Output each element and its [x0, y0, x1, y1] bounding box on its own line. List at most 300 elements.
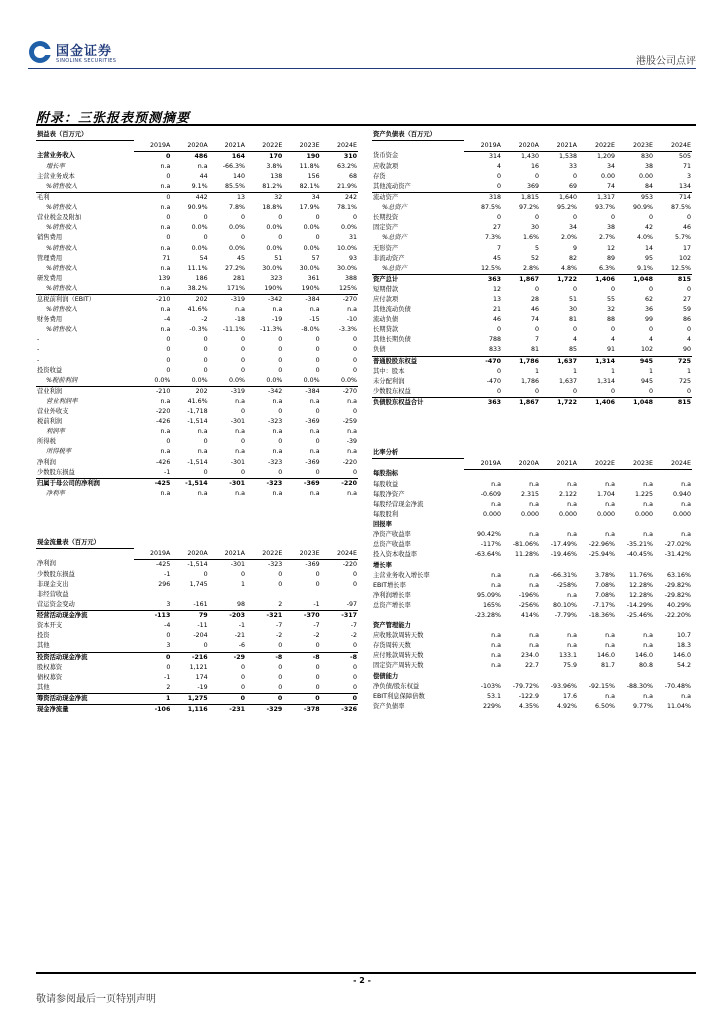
row-label: 销售费用	[37, 234, 63, 242]
cell-value: n.a	[160, 264, 171, 272]
table-row	[36, 203, 358, 213]
cell-value: n.a	[160, 244, 171, 252]
row-label	[372, 611, 464, 621]
cell-value: 0	[166, 366, 171, 374]
cell-value: 0.0%	[303, 244, 320, 252]
row-label: -	[37, 356, 40, 364]
cell-value: 0	[686, 326, 691, 334]
cell-value: -369	[305, 418, 320, 426]
cell-value: 0.0%	[191, 376, 208, 384]
row-label: 长期贷款	[373, 326, 399, 334]
table-row	[372, 274, 692, 285]
cell-value	[464, 672, 502, 682]
year-header: 2022E	[578, 459, 616, 470]
cell-value: 171%	[226, 284, 245, 292]
cell-value: 0	[203, 356, 208, 364]
row-label: 息税前利润（EBIT）	[36, 295, 134, 306]
cell-value: -23.28%	[474, 612, 501, 619]
row-label: 总资产增长率	[373, 601, 411, 609]
cell-value: n.a	[235, 448, 245, 456]
row-label: 偿债能力	[373, 672, 399, 680]
cell-value: 38.2%	[187, 284, 208, 292]
cell-value: -3.3%	[338, 326, 357, 334]
cell-value: 63.2%	[336, 162, 357, 170]
sinolink-logo-icon	[28, 40, 52, 64]
cell-value: n.a	[529, 632, 539, 640]
cell-value: 34	[606, 162, 615, 170]
cell-value: 0	[278, 580, 283, 588]
cell-value: 1,786	[502, 356, 540, 367]
cell-value: -369	[305, 458, 320, 466]
cell-value: 945	[616, 356, 654, 367]
cell-value: 1.225	[634, 490, 653, 498]
table-row	[36, 295, 358, 306]
cell-value: -369	[305, 560, 320, 568]
cell-value: 0	[209, 693, 246, 704]
cell-value: -63.64%	[474, 551, 501, 559]
table-row	[36, 570, 358, 580]
cell-value: 0	[278, 570, 283, 578]
row-label: 其他	[37, 683, 50, 691]
cell-value: -204	[193, 632, 208, 640]
cell-value: 1.6%	[523, 234, 539, 242]
row-label: 负债	[373, 346, 386, 354]
row-label: 净利润	[37, 560, 56, 568]
cell-value	[654, 672, 692, 682]
row-label: %总资产	[382, 234, 407, 242]
cell-value: -319	[209, 386, 246, 397]
cell-value: 99	[644, 316, 653, 324]
cell-value: -93.96%	[550, 682, 577, 690]
cell-value: 0	[246, 693, 283, 704]
cell-value: 0.000	[558, 511, 577, 519]
cell-value: 0	[240, 673, 245, 681]
cell-value	[578, 672, 616, 682]
cell-value: 98	[236, 601, 245, 609]
cell-value: 9.77%	[632, 702, 653, 710]
cell-value: 0.000	[520, 511, 539, 519]
cell-value: 2.7%	[599, 234, 615, 242]
cell-value: n.a	[235, 489, 245, 497]
cell-value: 139	[158, 274, 171, 282]
cell-value: 71	[682, 162, 691, 170]
cell-value: n.a	[643, 692, 653, 700]
cell-value: 318	[464, 193, 502, 204]
cell-value: 0	[240, 346, 245, 354]
row-label: EBIT利息保障倍数	[373, 692, 425, 700]
cell-value: 14	[644, 244, 653, 252]
row-label: 存货周转天数	[373, 642, 411, 650]
cell-value: 1,745	[189, 580, 208, 588]
table-row	[372, 692, 692, 702]
table-row	[372, 325, 692, 335]
table-row	[372, 213, 692, 223]
cell-value: -7	[276, 622, 283, 630]
cell-value: 0	[496, 172, 501, 180]
row-label: 每股股利	[373, 511, 399, 519]
row-label: %税前利润	[46, 376, 78, 384]
cell-value: 202	[171, 386, 208, 397]
cell-value: 0	[352, 663, 357, 671]
table-row	[372, 641, 692, 651]
cell-value: -220	[321, 478, 358, 489]
cell-value	[134, 590, 171, 600]
cell-value: 788	[488, 336, 501, 344]
cell-value: 0	[352, 366, 357, 374]
cell-value: -321	[246, 611, 283, 622]
cell-value: 0	[315, 346, 320, 354]
cell-value: 833	[488, 346, 501, 354]
cell-value: 17	[682, 244, 691, 252]
cell-value: -2	[350, 632, 357, 640]
cell-value: n.a	[643, 531, 653, 539]
cell-value: 146.0	[672, 652, 691, 660]
cell-value: -259	[342, 418, 357, 426]
cell-value: n.a	[491, 581, 501, 589]
row-label: 短期借款	[373, 285, 399, 293]
cell-value: -0.3%	[189, 326, 208, 334]
cell-value: -8	[321, 652, 358, 663]
cell-value: 0	[534, 387, 539, 395]
table-title: 资产负债表（百万元）	[372, 130, 464, 141]
table-row	[372, 480, 692, 490]
row-label: %总资产	[382, 204, 407, 212]
cell-value: 54.2	[676, 662, 691, 670]
cell-value: 0	[203, 346, 208, 354]
cell-value: 91	[606, 346, 615, 354]
cell-value: 38	[644, 162, 653, 170]
cell-value: n.a	[160, 428, 171, 436]
cell-value: 42	[644, 224, 653, 232]
cell-value: 0	[134, 193, 171, 204]
cell-value: 170	[269, 152, 283, 160]
cell-value: 0	[278, 214, 283, 222]
cell-value: -323	[268, 560, 283, 568]
cell-value	[616, 621, 654, 631]
table-row	[372, 223, 692, 233]
cell-value	[616, 672, 654, 682]
table-row	[372, 540, 692, 550]
cell-value: 0.0%	[191, 244, 208, 252]
cell-value: 0	[315, 366, 320, 374]
cell-value: 2.0%	[561, 234, 577, 242]
year-header-row	[372, 141, 692, 152]
row-label: -	[37, 336, 40, 344]
cell-value: -21	[234, 632, 245, 640]
cell-value: 4	[572, 336, 577, 344]
cell-value: 34	[283, 193, 320, 204]
cell-value: 12.5%	[670, 264, 691, 272]
table-row	[36, 631, 358, 641]
cell-value: 1	[610, 367, 615, 375]
cell-value: -317	[321, 611, 358, 622]
cell-value: n.a	[567, 480, 577, 488]
cell-value: 0	[352, 336, 357, 344]
cell-value: -270	[321, 386, 358, 397]
cell-value: 0	[240, 336, 245, 344]
cell-value	[502, 621, 540, 631]
row-label: 净利率	[46, 489, 65, 497]
cell-value: 4	[686, 336, 691, 344]
cell-value: 0	[203, 336, 208, 344]
year-header: 2023E	[283, 141, 320, 152]
cell-value: n.a	[160, 448, 171, 456]
row-label: 每股净资产	[373, 490, 405, 498]
cell-value: 0	[278, 356, 283, 364]
cell-value: 33	[568, 162, 577, 170]
table-row	[372, 520, 692, 530]
cell-value: 7	[496, 244, 501, 252]
table-row	[372, 335, 692, 345]
cell-value: 63.16%	[666, 571, 691, 579]
year-header: 2019A	[134, 141, 171, 152]
row-label: 固定资产周转天数	[373, 662, 424, 670]
cell-value: 1,722	[540, 274, 578, 285]
row-label: 营业税金及附加	[37, 214, 82, 222]
year-header: 2019A	[464, 141, 502, 152]
cell-value: n.a	[197, 428, 208, 436]
cell-value: 1,048	[616, 274, 654, 285]
cell-value: -113	[134, 611, 171, 622]
table-row	[372, 203, 692, 213]
cell-value: 0	[648, 285, 653, 293]
cell-value	[540, 561, 578, 571]
cell-value: -1	[164, 468, 171, 476]
cell-value	[502, 469, 540, 480]
cell-value: 134	[678, 182, 691, 190]
row-label: 主营业务成本	[37, 172, 75, 180]
table-row	[36, 335, 358, 345]
table-row	[36, 233, 358, 243]
cell-value: 0	[610, 214, 615, 222]
table-title: 损益表（百万元）	[36, 130, 134, 141]
cell-value: 0	[352, 683, 357, 691]
cell-value: -220	[156, 408, 171, 416]
cell-value: 369	[526, 182, 539, 190]
row-label: %总资产	[382, 264, 407, 272]
cell-value: -210	[134, 295, 171, 306]
cell-value: -301	[230, 560, 245, 568]
cell-value: 1	[686, 367, 691, 375]
cell-value: 0	[278, 683, 283, 691]
cell-value: 0	[203, 214, 208, 222]
cell-value: 12.28%	[628, 581, 653, 589]
cell-value: -1	[313, 601, 320, 609]
cell-value: -6	[238, 642, 245, 650]
cell-value: 86	[682, 316, 691, 324]
cell-value: 36	[644, 306, 653, 314]
row-label: 非现金支出	[37, 580, 69, 588]
cell-value: 7.08%	[594, 591, 615, 599]
page-title: 附录：三张报表预测摘要	[36, 111, 191, 126]
cell-value: 363	[464, 274, 502, 285]
cell-value: 12.5%	[480, 264, 501, 272]
row-label: 毛利	[36, 193, 134, 204]
cell-value: 0	[278, 408, 283, 416]
row-label: 负债股东权益合计	[372, 397, 464, 408]
cell-value: 4.8%	[561, 264, 577, 272]
cell-value: 4	[496, 162, 501, 170]
cell-value: 0	[240, 663, 245, 671]
cell-value: 28	[530, 296, 539, 303]
cell-value: 1	[572, 367, 577, 375]
cell-value: 93	[348, 254, 357, 262]
cell-value: -378	[283, 705, 320, 716]
cell-value	[464, 520, 502, 530]
table-row	[36, 693, 358, 704]
cell-value: -22.20%	[664, 612, 691, 619]
cell-value: -4	[164, 622, 171, 630]
cell-value: 140	[232, 172, 245, 180]
year-header: 2022E	[246, 549, 283, 560]
cell-value: -81.06%	[512, 541, 539, 549]
cell-value: 59	[682, 306, 691, 314]
table-row	[372, 244, 692, 254]
row-label: 主营业务收入增长率	[373, 571, 430, 579]
table-row	[36, 683, 358, 694]
table-row	[372, 571, 692, 581]
cell-value: 0	[278, 346, 283, 354]
table-row	[372, 377, 692, 387]
cell-value: -342	[246, 295, 283, 306]
cell-value: 1,314	[596, 377, 615, 385]
cell-value: -15	[309, 316, 320, 324]
row-label: 存货	[373, 172, 386, 180]
cell-value: 1,722	[540, 397, 578, 408]
cell-value: n.a	[160, 182, 171, 190]
cell-value: n.a	[309, 448, 320, 456]
cell-value: 32	[246, 193, 283, 204]
cell-value: 27	[682, 296, 691, 303]
cell-value	[246, 590, 283, 600]
year-header: 2021A	[209, 549, 246, 560]
row-label: 未分配利润	[373, 377, 405, 385]
cell-value: 82.1%	[299, 182, 320, 190]
cell-value: 90.9%	[632, 204, 653, 212]
row-label: 营业利润	[36, 386, 134, 397]
cell-value: -7.17%	[592, 601, 615, 609]
cell-value: 12.28%	[628, 591, 653, 599]
cell-value: 186	[195, 274, 208, 282]
row-label: 增长率	[46, 162, 65, 170]
row-label: 资产负债率	[373, 702, 405, 710]
cell-value	[578, 561, 616, 571]
row-label: 长期投资	[373, 214, 399, 222]
row-label: %销售收入	[46, 204, 78, 212]
row-label: 净利润增长率	[373, 591, 411, 599]
cell-value: 0.0%	[154, 376, 171, 384]
cell-value: n.a	[643, 500, 653, 508]
cell-value: 11.76%	[628, 571, 653, 579]
row-label: 普通股股东权益	[372, 356, 464, 367]
cell-value: 54	[199, 254, 208, 262]
row-label: 净负债/股东权益	[373, 682, 420, 690]
table-row	[372, 591, 692, 601]
cell-value: 46	[492, 316, 501, 324]
cell-value: -196%	[518, 591, 539, 599]
cell-value: 1	[648, 367, 653, 375]
cell-value: 87.5%	[670, 204, 691, 212]
cell-value: 2.122	[558, 490, 577, 498]
cell-value: n.a	[605, 500, 615, 508]
cell-value: 0	[278, 234, 283, 242]
cell-value: -0.609	[480, 490, 501, 498]
cell-value: 55	[606, 296, 615, 303]
table-row	[372, 356, 692, 367]
cell-value: 3	[686, 172, 691, 180]
cell-value: 6.50%	[594, 702, 615, 710]
table-row	[372, 530, 692, 540]
cell-value: 0	[278, 438, 283, 446]
cell-value: 1,637	[558, 377, 577, 385]
cell-value: 0	[686, 214, 691, 222]
table-row	[372, 397, 692, 408]
table-row	[36, 376, 358, 387]
cell-value: 0	[648, 387, 653, 395]
cell-value: -1,514	[171, 478, 208, 489]
cell-value: n.a	[529, 500, 539, 508]
row-label: 主营业务收入	[37, 152, 75, 160]
table-row	[372, 550, 692, 560]
company-name-cn: 国金证券	[56, 44, 113, 59]
cell-value	[283, 590, 320, 600]
table-row	[36, 641, 358, 652]
cell-value: 0	[203, 468, 208, 476]
table-row	[372, 682, 692, 692]
cell-value: -323	[268, 458, 283, 466]
cell-value: -301	[230, 418, 245, 426]
row-label: 少数股东权益	[373, 387, 411, 395]
table-row	[36, 590, 358, 600]
cell-value: -11	[197, 622, 208, 630]
cell-value: -19	[197, 683, 208, 691]
cell-value: 7.08%	[594, 581, 615, 589]
row-label: 经营活动现金净流	[36, 611, 134, 622]
cell-value: 11.1%	[187, 264, 208, 272]
cell-value: 242	[321, 193, 358, 204]
cell-value: 7.3%	[485, 234, 501, 242]
cell-value: 75.9	[562, 662, 577, 670]
cell-value	[464, 561, 502, 571]
cell-value: 1,786	[520, 377, 539, 385]
table-row	[36, 458, 358, 468]
cell-value: 46	[530, 306, 539, 314]
cell-value: n.a	[605, 531, 615, 539]
row-label: 净资产收益率	[373, 531, 411, 539]
row-label: 归属于母公司的净利润	[36, 478, 134, 489]
cell-value: 16	[530, 162, 539, 170]
table-row	[36, 315, 358, 325]
row-label: 每股收益	[373, 480, 399, 488]
cell-value: n.a	[197, 489, 208, 497]
table-row	[36, 427, 358, 437]
cell-value	[321, 590, 358, 600]
cell-value: 30	[530, 224, 539, 232]
table-row	[372, 254, 692, 264]
cell-value: -1,514	[187, 560, 208, 568]
cell-value: 2.315	[520, 490, 539, 498]
table-row	[36, 397, 358, 407]
cell-value: 0	[278, 336, 283, 344]
cell-value: -22.96%	[588, 541, 615, 549]
row-label: 其他流动资产	[373, 182, 411, 190]
cell-value: n.a	[567, 591, 577, 599]
cell-value	[578, 469, 616, 480]
table-row	[36, 223, 358, 233]
cell-value: 3	[166, 601, 171, 609]
cell-value: 0	[352, 570, 357, 578]
row-label: 其他	[37, 642, 50, 650]
